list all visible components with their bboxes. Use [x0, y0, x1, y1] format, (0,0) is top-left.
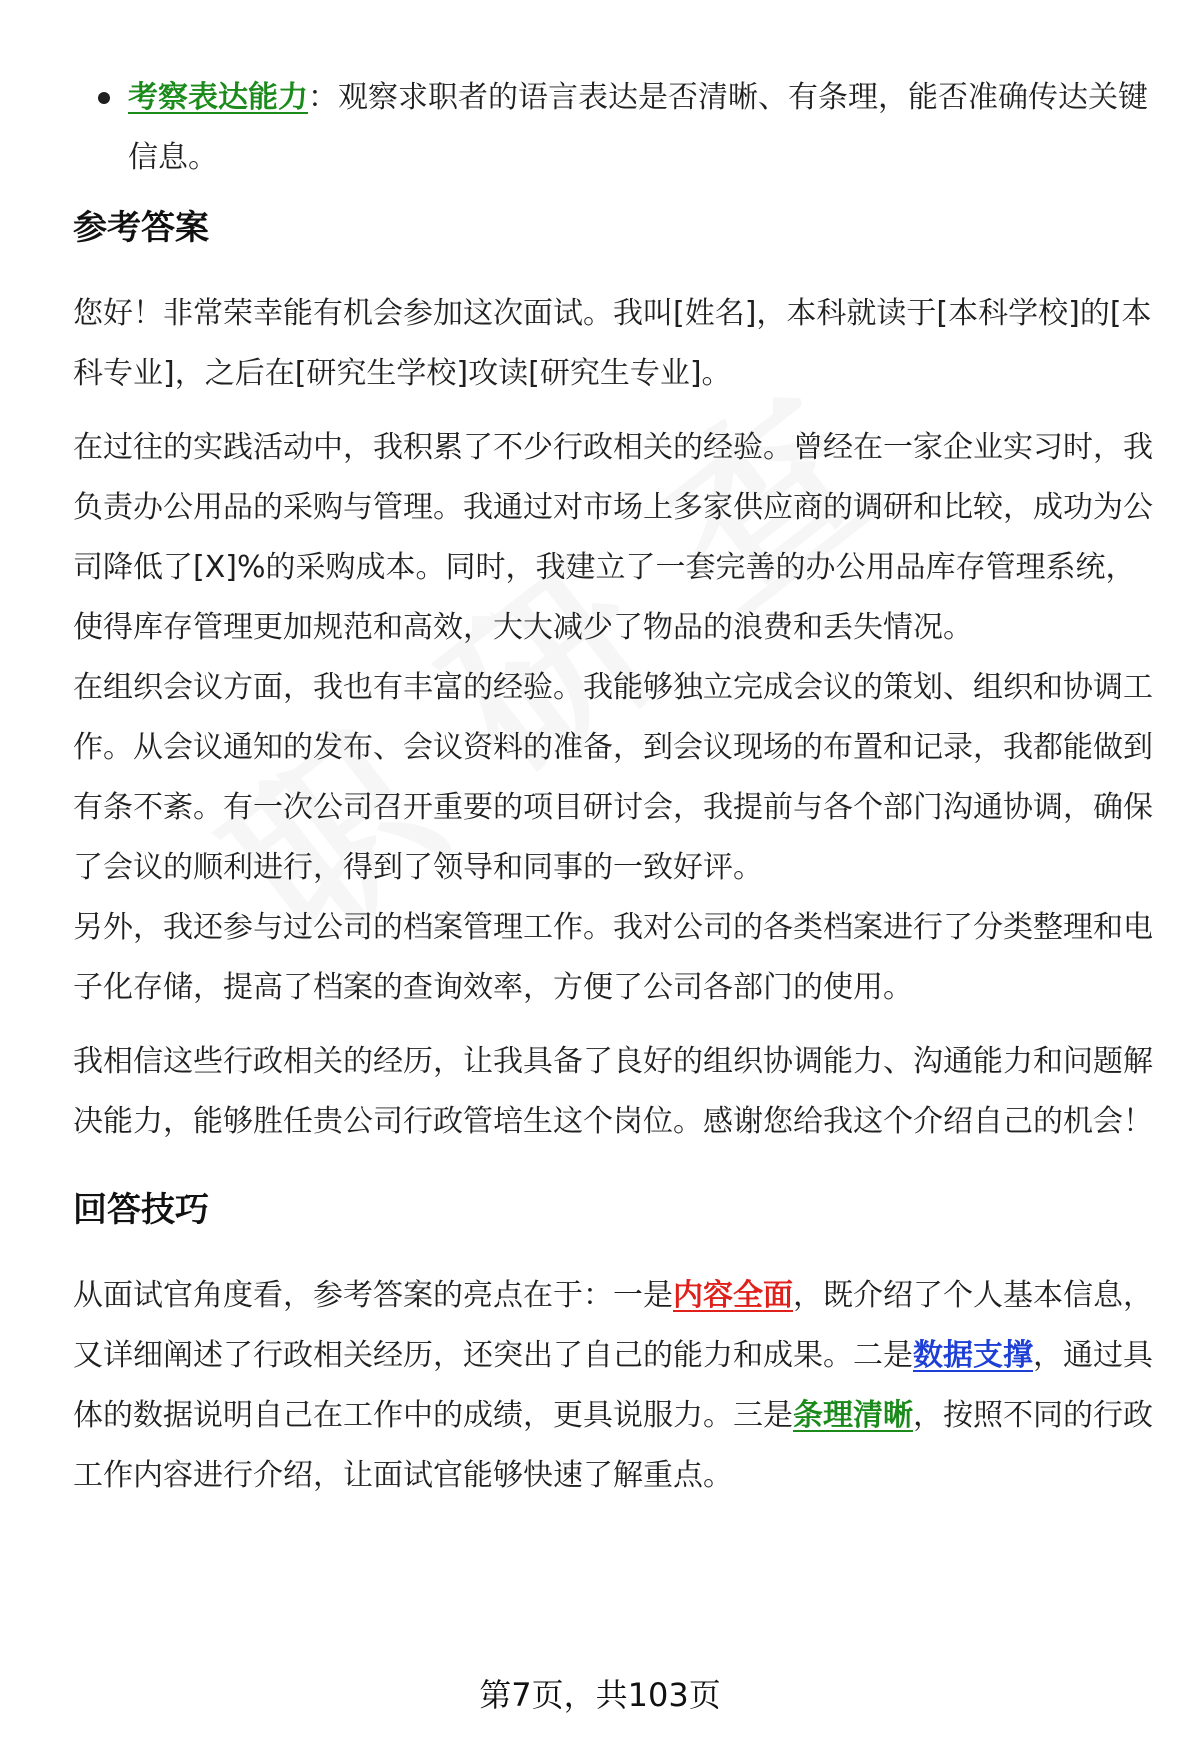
tips-paragraph [73, 1266, 1153, 1506]
bullet-text [128, 68, 1148, 188]
tips-text-4: ，按照不同的行政工作内容进行介绍，让面试官能够快速了解重点。 [73, 1398, 1153, 1493]
answer-paragraph-5: 我相信这些行政相关的经历，让我具备了良好的组织协调能力、沟通能力和问题解决能力，能够胜任贵公司行政管培生这个岗位。感谢您给我这个介绍自己的机会！ [73, 1044, 1153, 1139]
tips-text-3: ，通过具体的数据说明自己在工作中的成绩，更具说服力。三是 [73, 1338, 1153, 1433]
tips-highlight-data: 数据支撑 [913, 1338, 1033, 1373]
bullet-item [98, 68, 1148, 188]
bullet-term: 考察表达能力 [128, 80, 308, 115]
page-footer: 第7页，共103页 [479, 1676, 721, 1714]
section-heading-answer: 参考答案 [73, 208, 209, 248]
section-heading-tips: 回答技巧 [73, 1190, 209, 1230]
tips-highlight-content: 内容全面 [673, 1278, 793, 1313]
bullet-dot-icon [98, 92, 110, 104]
answer-paragraph-2: 在过往的实践活动中，我积累了不少行政相关的经验。曾经在一家企业实习时，我负责办公用品的采购与管理。我通过对市场上多家供应商的调研和比较，成功为公司降低了[X]%的采购成本。同时，我建立了一套完善的办公用品库存管理系统，使得库存管理更加规范和高效，大大减少了物品的浪费和丢失情况。 [73, 430, 1153, 645]
bullet-description: ：观察求职者的语言表达是否清晰、有条理，能否准确传达关键信息。 [128, 80, 1148, 175]
answer-paragraph-3: 在组织会议方面，我也有丰富的经验。我能够独立完成会议的策划、组织和协调工作。从会议通知的发布、会议资料的准备，到会议现场的布置和记录，我都能做到有条不紊。有一次公司召开重要的项目研讨会，我提前与各个部门沟通协调，确保了会议的顺利进行，得到了领导和同事的一致好评。 [73, 670, 1153, 885]
answer-paragraph-4: 另外，我还参与过公司的档案管理工作。我对公司的各类档案进行了分类整理和电子化存储，提高了档案的查询效率，方便了公司各部门的使用。 [73, 910, 1153, 1005]
tips-text-2: ，既介绍了个人基本信息，又详细阐述了行政相关经历，还突出了自己的能力和成果。二是 [73, 1278, 1153, 1373]
tips-highlight-structure: 条理清晰 [793, 1398, 913, 1433]
tips-text-1: 从面试官角度看，参考答案的亮点在于：一是 [73, 1278, 673, 1313]
answer-paragraph-1: 您好！非常荣幸能有机会参加这次面试。我叫[姓名]，本科就读于[本科学校]的[本科专业]，之后在[研究生学校]攻读[研究生专业]。 [73, 296, 1152, 391]
